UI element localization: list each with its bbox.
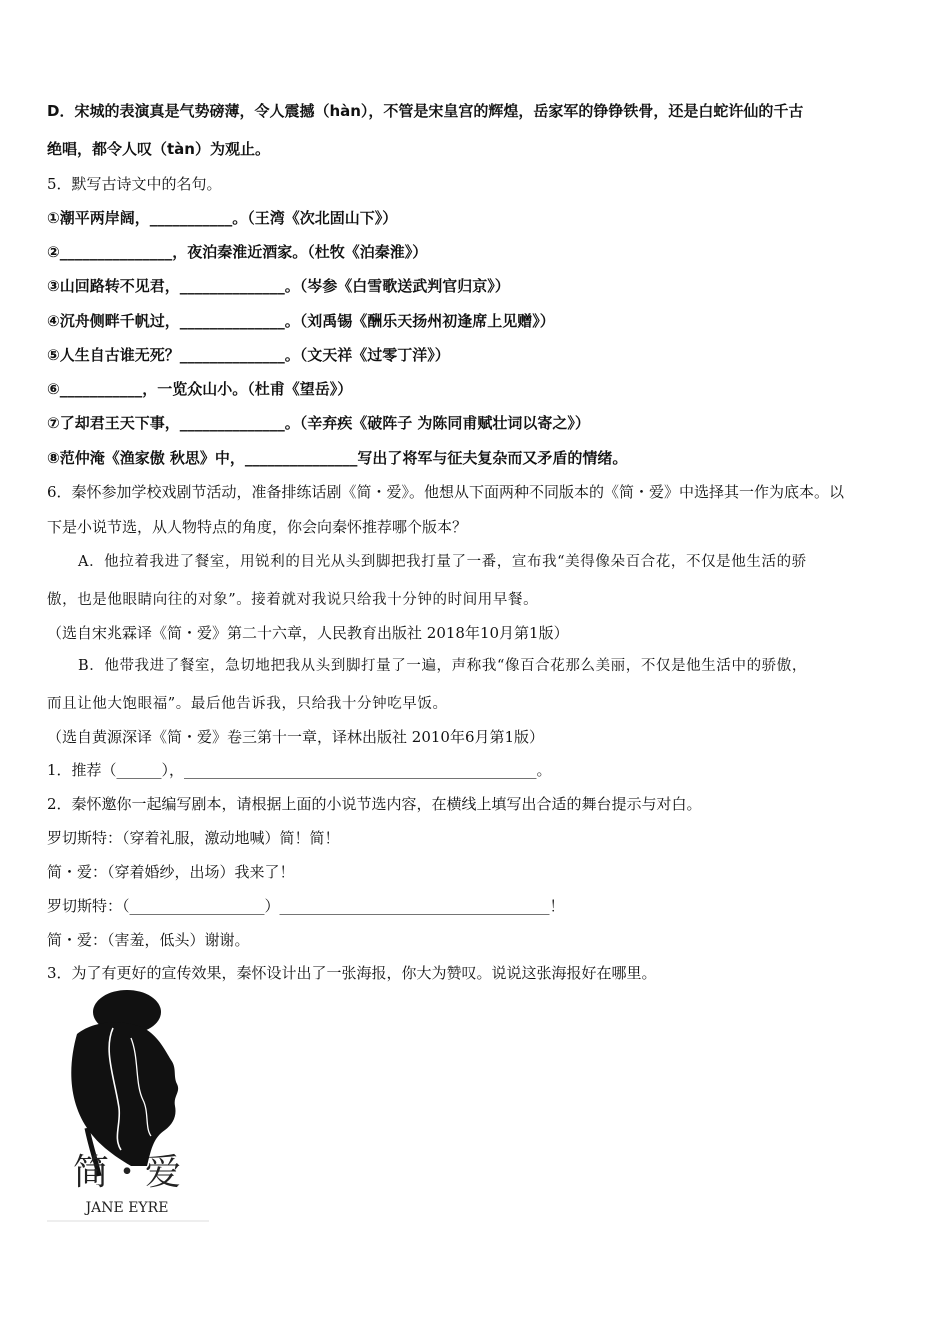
q5-item-5: ⑤人生自古谁无死？______________。（文天祥《过零丁洋》） xyxy=(47,346,450,364)
q5-item-3: ③山回路转不见君，______________。（岑参《白雪歌送武判官归京》） xyxy=(47,277,510,295)
sub-question-1: 1．推荐（______），_______________________________________________。 xyxy=(47,761,552,779)
excerpt-b-line-1: B．他带我进了餐室，急切地把我从头到脚打量了一遍，声称我“像百合花那么美丽，不仅是他生活中的骄傲， xyxy=(78,658,807,674)
q5-item-7: ⑦了却君王天下事，______________。（辛弃疾《破阵子 为陈同甫赋壮词以寄之》） xyxy=(47,414,590,432)
dialogue-line-2: 简・爱：（穿着婚纱，出场）我来了！ xyxy=(47,863,295,881)
option-d-line-1: D．宋城的表演真是气势磅薄，令人震撼（hàn），不管是宋皇宫的辉煌，岳家军的铮铮铁骨，还是白蛇许仙的千古 xyxy=(47,102,804,120)
excerpt-b-line-2: 而且让他大饱眼福”。最后他告诉我，只给我十分钟吃早饭。 xyxy=(47,696,448,712)
q5-item-1: ①潮平两岸阔，___________。（王湾《次北固山下》） xyxy=(47,209,398,227)
jane-eyre-poster xyxy=(47,988,209,1224)
woman-silhouette-icon xyxy=(47,988,209,1224)
question-5-title: 5．默写古诗文中的名句。 xyxy=(47,175,222,193)
excerpt-a-source: （选自宋兆霖译《简・爱》第二十六章，人民教育出版社 2018年10月第1版） xyxy=(47,624,569,642)
poster-title-en: JANE EYRE xyxy=(85,1200,169,1216)
q5-item-8: ⑧范仲淹《渔家傲 秋思》中，_______________写出了将军与征夫复杂而又矛盾的情绪。 xyxy=(47,449,628,467)
q5-item-2: ②_______________，夜泊秦淮近酒家。（杜牧《泊秦淮》） xyxy=(47,243,428,261)
excerpt-b-source: （选自黄源深译《简・爱》卷三第十一章，译林出版社 2010年6月第1版） xyxy=(47,728,545,746)
q5-item-4: ④沉舟侧畔千帆过，______________。（刘禹锡《酬乐天扬州初逢席上见赠》） xyxy=(47,312,555,330)
excerpt-a-line-2: 傲，也是他眼睛向往的对象”。接着就对我说只给我十分钟的时间用早餐。 xyxy=(47,592,539,608)
poster-title-cn: 简・爱 xyxy=(72,1152,182,1193)
question-6-intro-2: 下是小说节选，从人物特点的角度，你会向秦怀推荐哪个版本？ xyxy=(47,518,468,536)
question-6-intro-1: 6．秦怀参加学校戏剧节活动，准备排练话剧《简・爱》。他想从下面两种不同版本的《简・爱》中选择其一作为底本。以 xyxy=(47,483,845,501)
sub-question-3: 3．为了有更好的宣传效果，秦怀设计出了一张海报，你大为赞叹。说说这张海报好在哪里。 xyxy=(47,964,657,982)
sub-question-2: 2．秦怀邀你一起编写剧本，请根据上面的小说节选内容，在横线上填写出合适的舞台提示与对白。 xyxy=(47,795,702,813)
option-d-line-2: 绝唱，都令人叹（tàn）为观止。 xyxy=(47,140,270,158)
q5-item-6: ⑥___________，一览众山小。（杜甫《望岳》） xyxy=(47,380,353,398)
dialogue-line-4: 简・爱：（害羞，低头）谢谢。 xyxy=(47,931,250,949)
excerpt-a-line-1: A．他拉着我进了餐室，用锐利的目光从头到脚把我打量了一番，宣布我“美得像朵百合花，不仅是他生活的骄 xyxy=(78,554,807,570)
dialogue-line-3: 罗切斯特：（__________________）____________________________________！ xyxy=(47,897,565,915)
dialogue-line-1: 罗切斯特：（穿着礼服，激动地喊）简！简！ xyxy=(47,829,340,847)
